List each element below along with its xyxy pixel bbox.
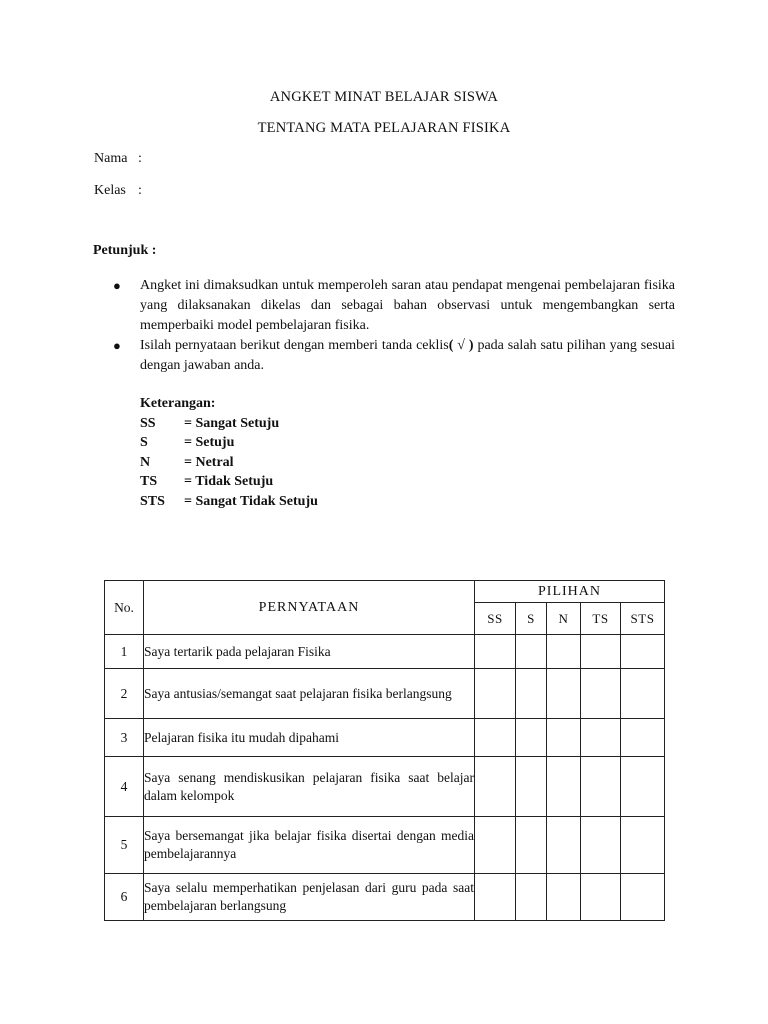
- answer-cell-ts[interactable]: [581, 874, 621, 921]
- questionnaire-table: [104, 580, 665, 921]
- table-row: [105, 874, 665, 921]
- answer-cell-s[interactable]: [516, 669, 547, 719]
- answer-cell-n[interactable]: [547, 669, 581, 719]
- answer-cell-s[interactable]: [516, 635, 547, 669]
- answer-cell-ts[interactable]: [581, 817, 621, 874]
- answer-cell-sts[interactable]: [621, 669, 665, 719]
- document-title: ANGKET MINAT BELAJAR SISWA: [269, 89, 499, 105]
- instructions-list: [113, 276, 675, 376]
- answer-cell-n[interactable]: [547, 817, 581, 874]
- legend-meaning: = Netral: [184, 454, 234, 470]
- table-row: [105, 817, 665, 874]
- answer-cell-n[interactable]: [547, 757, 581, 817]
- answer-cell-sts[interactable]: [621, 719, 665, 757]
- class-label: Kelas: [94, 183, 126, 198]
- instruction-text-1: Angket ini dimaksudkan untuk memperoleh saran atau pendapat mengenai pembelajaran fisika yang dilaksanakan dikelas dan sebagai bahan observasi untuk mengembangkan serta memperbaiki model pembelajaran fisika.: [140, 278, 675, 333]
- legend-abbr: N: [140, 454, 151, 470]
- legend-abbr: TS: [140, 474, 158, 489]
- answer-cell-sts[interactable]: [621, 817, 665, 874]
- legend-meaning: = Sangat Tidak Setuju: [184, 493, 318, 509]
- answer-cell-s[interactable]: [516, 719, 547, 757]
- answer-cell-sts[interactable]: [621, 757, 665, 817]
- answer-cell-n[interactable]: [547, 635, 581, 669]
- instruction-item: [113, 276, 675, 336]
- row-statement: Saya tertarik pada pelajaran Fisika: [144, 635, 475, 669]
- answer-cell-s[interactable]: [516, 757, 547, 817]
- answer-cell-ss[interactable]: [475, 757, 516, 817]
- answer-cell-ss[interactable]: [475, 874, 516, 921]
- answer-cell-ss[interactable]: [475, 719, 516, 757]
- option-header-ss: SS: [475, 603, 516, 635]
- option-header-sts: STS: [621, 603, 665, 635]
- answer-cell-ss[interactable]: [475, 669, 516, 719]
- legend-item: [140, 433, 318, 453]
- row-number: 1: [105, 635, 144, 669]
- option-header-ts: TS: [581, 603, 621, 635]
- answer-cell-s[interactable]: [516, 874, 547, 921]
- answer-cell-ts[interactable]: [581, 719, 621, 757]
- row-statement: Pelajaran fisika itu mudah dipahami: [144, 719, 475, 757]
- bullet-icon: ●: [113, 338, 121, 353]
- answer-cell-n[interactable]: [547, 874, 581, 921]
- legend-meaning: = Sangat Setuju: [184, 415, 280, 431]
- row-number: 2: [105, 669, 144, 719]
- table-row: [105, 669, 665, 719]
- legend-item: [140, 453, 318, 473]
- answer-cell-n[interactable]: [547, 719, 581, 757]
- table-row: [105, 635, 665, 669]
- row-number: 4: [105, 757, 144, 817]
- answer-cell-ss[interactable]: [475, 635, 516, 669]
- class-colon: :: [138, 183, 142, 198]
- column-header-statement: PERNYATAAN: [144, 581, 475, 635]
- instruction-text-2: [140, 336, 675, 376]
- row-statement: Saya bersemangat jika belajar fisika disertai dengan media pembelajarannya: [144, 817, 475, 874]
- legend-item: [140, 414, 318, 434]
- legend-meaning: = Tidak Setuju: [184, 474, 274, 489]
- answer-cell-ts[interactable]: [581, 635, 621, 669]
- instruction-text-2-before: Isilah pernyataan berikut dengan memberi tanda ceklis: [140, 338, 449, 353]
- answer-cell-ts[interactable]: [581, 757, 621, 817]
- column-header-no: No.: [105, 581, 144, 635]
- row-number: 5: [105, 817, 144, 874]
- table-row: [105, 757, 665, 817]
- legend-meaning: = Setuju: [184, 435, 235, 450]
- name-field: [94, 151, 142, 167]
- answer-cell-s[interactable]: [516, 817, 547, 874]
- instructions-heading: Petunjuk :: [93, 243, 157, 258]
- name-colon: :: [138, 151, 142, 166]
- legend-abbr: SS: [140, 415, 156, 431]
- class-field: [94, 183, 142, 199]
- column-header-choice: PILIHAN: [475, 581, 665, 603]
- instruction-item: [113, 336, 675, 376]
- table-row: [105, 719, 665, 757]
- row-statement: Saya selalu memperhatikan penjelasan dari guru pada saat pembelajaran berlangsung: [144, 874, 475, 921]
- instruction-text-2-after: pada salah satu pilihan yang sesuai dengan jawaban anda.: [140, 338, 675, 373]
- answer-cell-ts[interactable]: [581, 669, 621, 719]
- row-statement: Saya antusias/semangat saat pelajaran fisika berlangsung: [144, 669, 475, 719]
- row-number: 6: [105, 874, 144, 921]
- row-statement: Saya senang mendiskusikan pelajaran fisika saat belajar dalam kelompok: [144, 757, 475, 817]
- answer-cell-sts[interactable]: [621, 874, 665, 921]
- legend-item: [140, 472, 318, 492]
- row-number: 3: [105, 719, 144, 757]
- legend-item: [140, 492, 318, 512]
- answer-cell-ss[interactable]: [475, 817, 516, 874]
- legend-heading: Keterangan:: [140, 396, 216, 411]
- checkmark-symbol: ( √ ): [448, 338, 474, 353]
- legend-abbr: S: [140, 435, 148, 450]
- document-subtitle: TENTANG MATA PELAJARAN FISIKA: [257, 120, 511, 136]
- legend: [140, 394, 318, 511]
- legend-abbr: STS: [140, 493, 165, 509]
- option-header-s: S: [516, 603, 547, 635]
- bullet-icon: ●: [113, 278, 121, 293]
- answer-cell-sts[interactable]: [621, 635, 665, 669]
- option-header-n: N: [547, 603, 581, 635]
- name-label: Nama: [94, 151, 128, 166]
